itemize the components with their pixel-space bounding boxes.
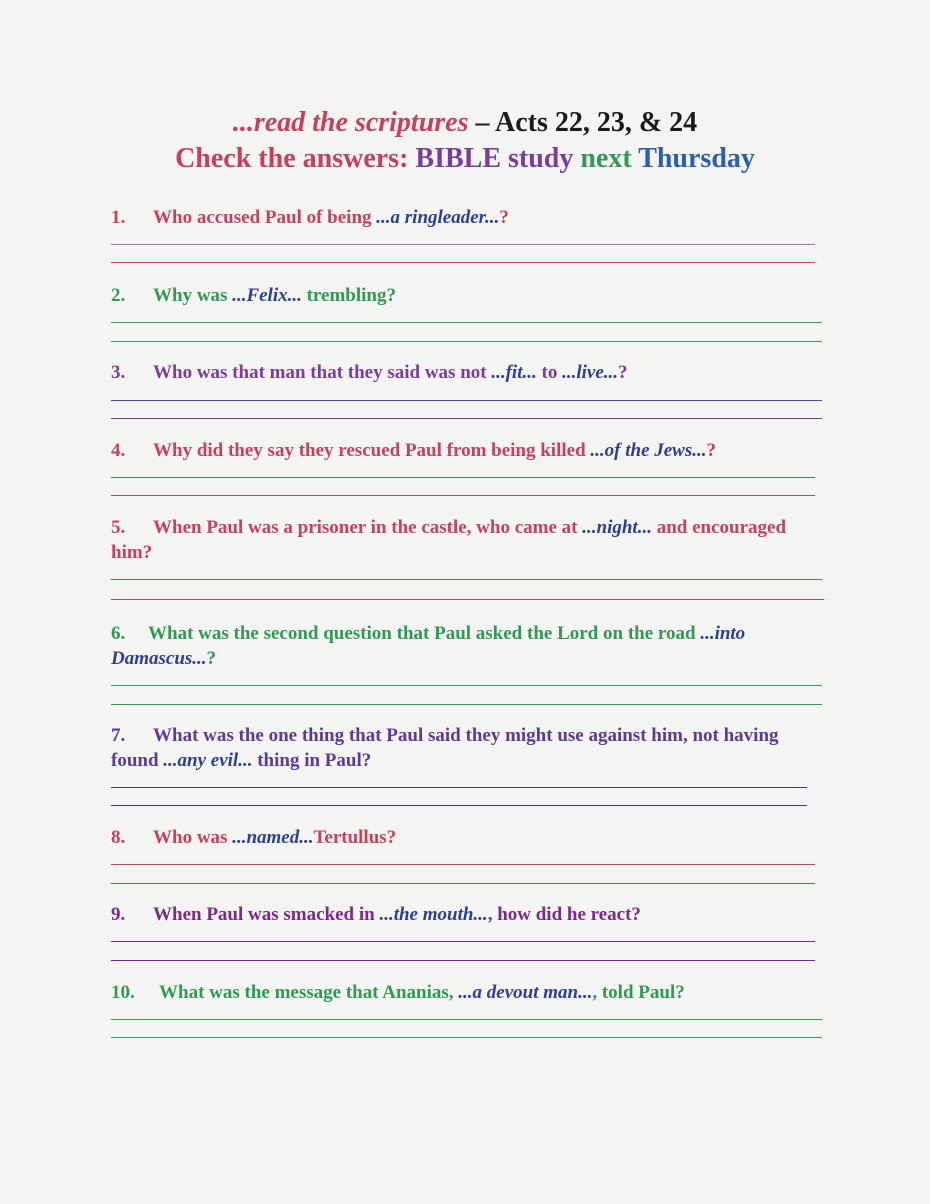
answer-line[interactable] [111, 1037, 822, 1038]
question-number: 5. [111, 517, 126, 538]
title-thursday: Thursday [638, 143, 755, 174]
scripture-quote: ...named... [232, 827, 314, 848]
question-text: What was the second question that Paul asked the Lord on the road [148, 623, 701, 644]
question-text: What was the message that Ananias, [159, 982, 459, 1003]
question-text: Who accused Paul of being [153, 207, 377, 228]
title-line-2 [0, 141, 930, 177]
scripture-quote: ...into Damascus... [111, 623, 746, 669]
scripture-quote: ...any evil... [163, 750, 253, 771]
answer-line[interactable] [111, 262, 815, 263]
answer-line[interactable] [111, 1019, 822, 1020]
question-number: 6. [111, 623, 126, 644]
question-number: 8. [111, 827, 126, 848]
question-text-end: ? [499, 207, 509, 228]
answer-line[interactable] [111, 477, 815, 478]
answer-line[interactable] [111, 495, 815, 496]
answer-line[interactable] [111, 941, 815, 942]
answer-line[interactable] [111, 579, 822, 580]
question-5 [111, 515, 831, 565]
question-number: 4. [111, 440, 126, 461]
question-text-middle: to [536, 362, 563, 383]
question-number: 9. [111, 904, 126, 925]
question-9 [111, 902, 831, 927]
question-number: 1. [111, 207, 126, 228]
question-text-end: thing in Paul? [252, 750, 372, 771]
answer-line[interactable] [111, 805, 807, 806]
answer-line[interactable] [111, 685, 822, 686]
question-text-end: ? [618, 362, 628, 383]
question-text-end: ? [706, 440, 716, 461]
question-number: 3. [111, 362, 126, 383]
answer-line[interactable] [111, 787, 807, 788]
question-text-end: Tertullus? [313, 827, 397, 848]
scripture-quote: ...a devout man... [458, 982, 593, 1003]
question-7 [111, 723, 816, 773]
answer-line[interactable] [111, 244, 815, 245]
question-text: Why did they say they rescued Paul from being killed [153, 440, 591, 461]
question-2 [111, 283, 831, 308]
question-text-end: , how did he react? [487, 904, 641, 925]
answer-line[interactable] [111, 322, 822, 323]
scripture-quote: ...the mouth... [379, 904, 488, 925]
question-number: 2. [111, 285, 126, 306]
question-6 [111, 621, 829, 671]
answer-line[interactable] [111, 960, 815, 961]
title-bible-study: BIBLE study [415, 143, 581, 174]
question-3 [111, 360, 831, 385]
answer-line[interactable] [111, 341, 822, 342]
scripture-quote: ...of the Jews... [590, 440, 707, 461]
scripture-quote: ...Felix... [232, 285, 302, 306]
question-text-end: ? [206, 648, 217, 669]
question-8 [111, 825, 831, 850]
scripture-quote: ...a ringleader... [376, 207, 500, 228]
question-1 [111, 205, 831, 230]
question-text: Who was [153, 827, 233, 848]
question-text: When Paul was smacked in [153, 904, 380, 925]
question-text-end: trembling? [301, 285, 396, 306]
question-text: Who was that man that they said was not [153, 362, 492, 383]
answer-line[interactable] [111, 599, 824, 600]
question-text: Why was [153, 285, 233, 306]
answer-line[interactable] [111, 704, 822, 705]
answer-line[interactable] [111, 400, 822, 401]
answer-line[interactable] [111, 864, 815, 865]
scripture-quote: ...night... [582, 517, 652, 538]
title-scriptures: ...read the scriptures [232, 107, 469, 138]
question-4 [111, 438, 831, 463]
title-line-1 [0, 106, 930, 140]
question-10 [111, 980, 831, 1005]
question-text: When Paul was a prisoner in the castle, who came at [153, 517, 583, 538]
question-text: What was the one thing that Paul said they might use against him, not having found [111, 725, 779, 771]
question-number: 10. [111, 982, 135, 1003]
title-next: next [580, 143, 639, 174]
scripture-quote: ...live... [562, 362, 619, 383]
question-text-end: , told Paul? [592, 982, 685, 1003]
title-check-answers: Check the answers: [175, 143, 416, 174]
scripture-quote: ...fit... [491, 362, 537, 383]
answer-line[interactable] [111, 883, 815, 884]
title-acts: – Acts 22, 23, & 24 [468, 107, 698, 138]
question-text-end: and encouraged him? [111, 517, 787, 563]
answer-line[interactable] [111, 418, 822, 419]
question-number: 7. [111, 725, 126, 746]
